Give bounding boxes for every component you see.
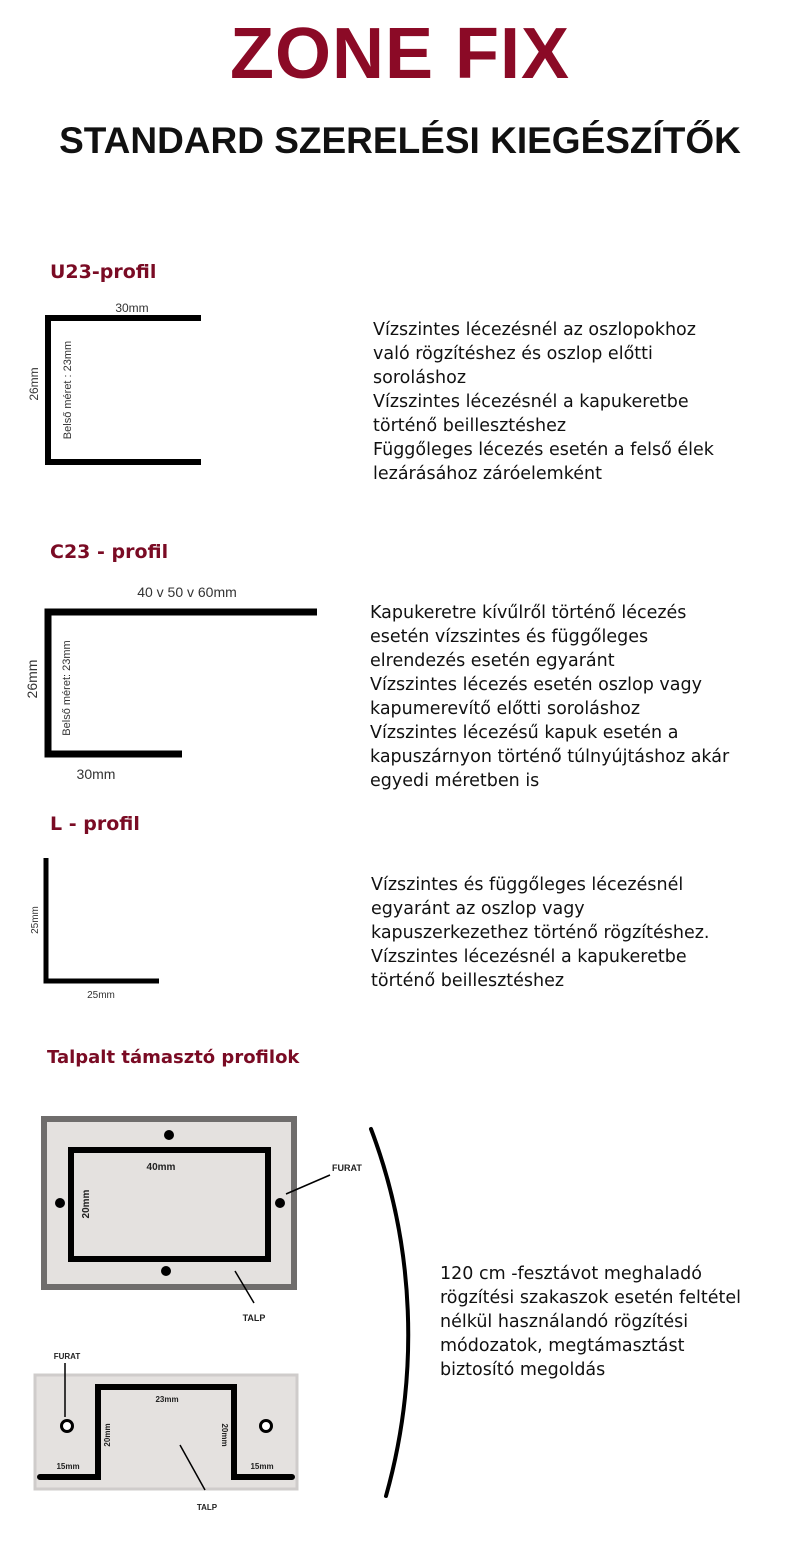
talp-label: TALP (196, 1503, 218, 1512)
talpalt-line: biztosító megoldás (440, 1360, 606, 1380)
l-line: egyaránt az oszlop vagy (371, 899, 585, 919)
u23-line: Vízszintes lécezésnél az oszlopokhoz (373, 320, 696, 340)
l-profile-title: L - profil (50, 813, 140, 835)
l-line: Vízszintes és függőleges lécezésnél (371, 875, 684, 895)
u23-line: Függőleges lécezés esetén a felső élek (373, 440, 714, 460)
l-line: történő beillesztéshez (371, 971, 565, 991)
l-height-label: 25mm (30, 906, 41, 934)
talp-top-diagram (40, 1115, 370, 1330)
hole-bottom-icon (161, 1266, 171, 1276)
talp-width-label: 40mm (146, 1162, 176, 1173)
l-profile-description (371, 873, 710, 993)
hat-left-height-label: 20mm (103, 1423, 112, 1447)
u23-diagram (20, 296, 220, 476)
c23-line: Vízszintes lécezésű kapuk esetén a (370, 723, 679, 743)
c23-description (370, 601, 729, 793)
hat-right-height-label: 20mm (220, 1423, 229, 1447)
page-subtitle: STANDARD SZERELÉSI KIEGÉSZÍTŐK (59, 120, 741, 161)
u23-line: Vízszintes lécezésnél a kapukeretbe (373, 392, 689, 412)
furat-label: FURAT (332, 1163, 362, 1173)
u23-width-label: 30mm (115, 301, 149, 315)
c23-line: elrendezés esetén egyaránt (370, 651, 615, 671)
u23-line: lezárásához záróelemként (373, 464, 602, 484)
u23-line: soroláshoz (373, 368, 467, 388)
hole-right-icon (275, 1198, 285, 1208)
l-line: Vízszintes lécezésnél a kapukeretbe (371, 947, 687, 967)
c23-inner-label: Belső méret: 23mm (61, 640, 73, 736)
u23-inner-label: Belső méret : 23mm (62, 340, 74, 440)
talpalt-line: 120 cm -fesztávot meghaladó (440, 1264, 702, 1284)
talp-label: TALP (242, 1313, 266, 1323)
c23-line: Vízszintes lécezés esetén oszlop vagy (370, 675, 702, 695)
c23-line: kapumerevítő előtti soroláshoz (370, 699, 641, 719)
hole-left-icon (55, 1198, 65, 1208)
hole-top-icon (164, 1130, 174, 1140)
l-line: kapuszerkezethez történő rögzítéshez. (371, 923, 710, 943)
bracket-shape (360, 1125, 420, 1500)
right-foot-label: 15mm (250, 1462, 274, 1471)
c23-line: esetén vízszintes és függőleges (370, 627, 649, 647)
hole-right-icon (261, 1421, 272, 1432)
c23-profile-shape (48, 612, 317, 754)
l-width-label: 25mm (87, 990, 115, 1001)
talpalt-line: módozatok, megtámasztást (440, 1336, 685, 1356)
talpalt-line: nélkül használandó rögzítési (440, 1312, 689, 1332)
c23-line: Kapukeretre kívűlről történő lécezés (370, 603, 687, 623)
u23-description (373, 318, 714, 486)
u23-line: történő beillesztéshez (373, 416, 567, 436)
furat-label: FURAT (53, 1352, 81, 1361)
hat-top-label: 23mm (155, 1395, 179, 1404)
c23-diagram (20, 580, 330, 790)
u23-title: U23-profil (50, 261, 157, 283)
l-profile-shape (46, 858, 159, 981)
talp-bottom-plate (35, 1375, 297, 1489)
brand-title: ZONE FIX (229, 14, 570, 94)
c23-line: kapuszárnyon történő túlnyújtáshoz akár (370, 747, 730, 767)
u23-height-label: 26mm (27, 367, 41, 401)
talp-height-label: 20mm (81, 1189, 92, 1219)
talpalt-line: rögzítési szakaszok esetén feltétel (440, 1288, 741, 1308)
left-foot-label: 15mm (56, 1462, 80, 1471)
c23-bottom-label: 30mm (76, 766, 116, 782)
c23-height-label: 26mm (24, 659, 40, 699)
hole-left-icon (62, 1421, 73, 1432)
talpalt-description (440, 1262, 741, 1382)
c23-top-label: 40 v 50 v 60mm (137, 584, 237, 600)
talp-bottom-diagram (30, 1345, 310, 1520)
l-profile-diagram (20, 850, 170, 1005)
c23-title: C23 - profil (50, 541, 169, 563)
c23-line: egyedi méretben is (370, 771, 540, 791)
talpalt-title: Talpalt támasztó profilok (47, 1047, 300, 1068)
u23-line: való rögzítéshez és oszlop előtti (373, 344, 653, 364)
